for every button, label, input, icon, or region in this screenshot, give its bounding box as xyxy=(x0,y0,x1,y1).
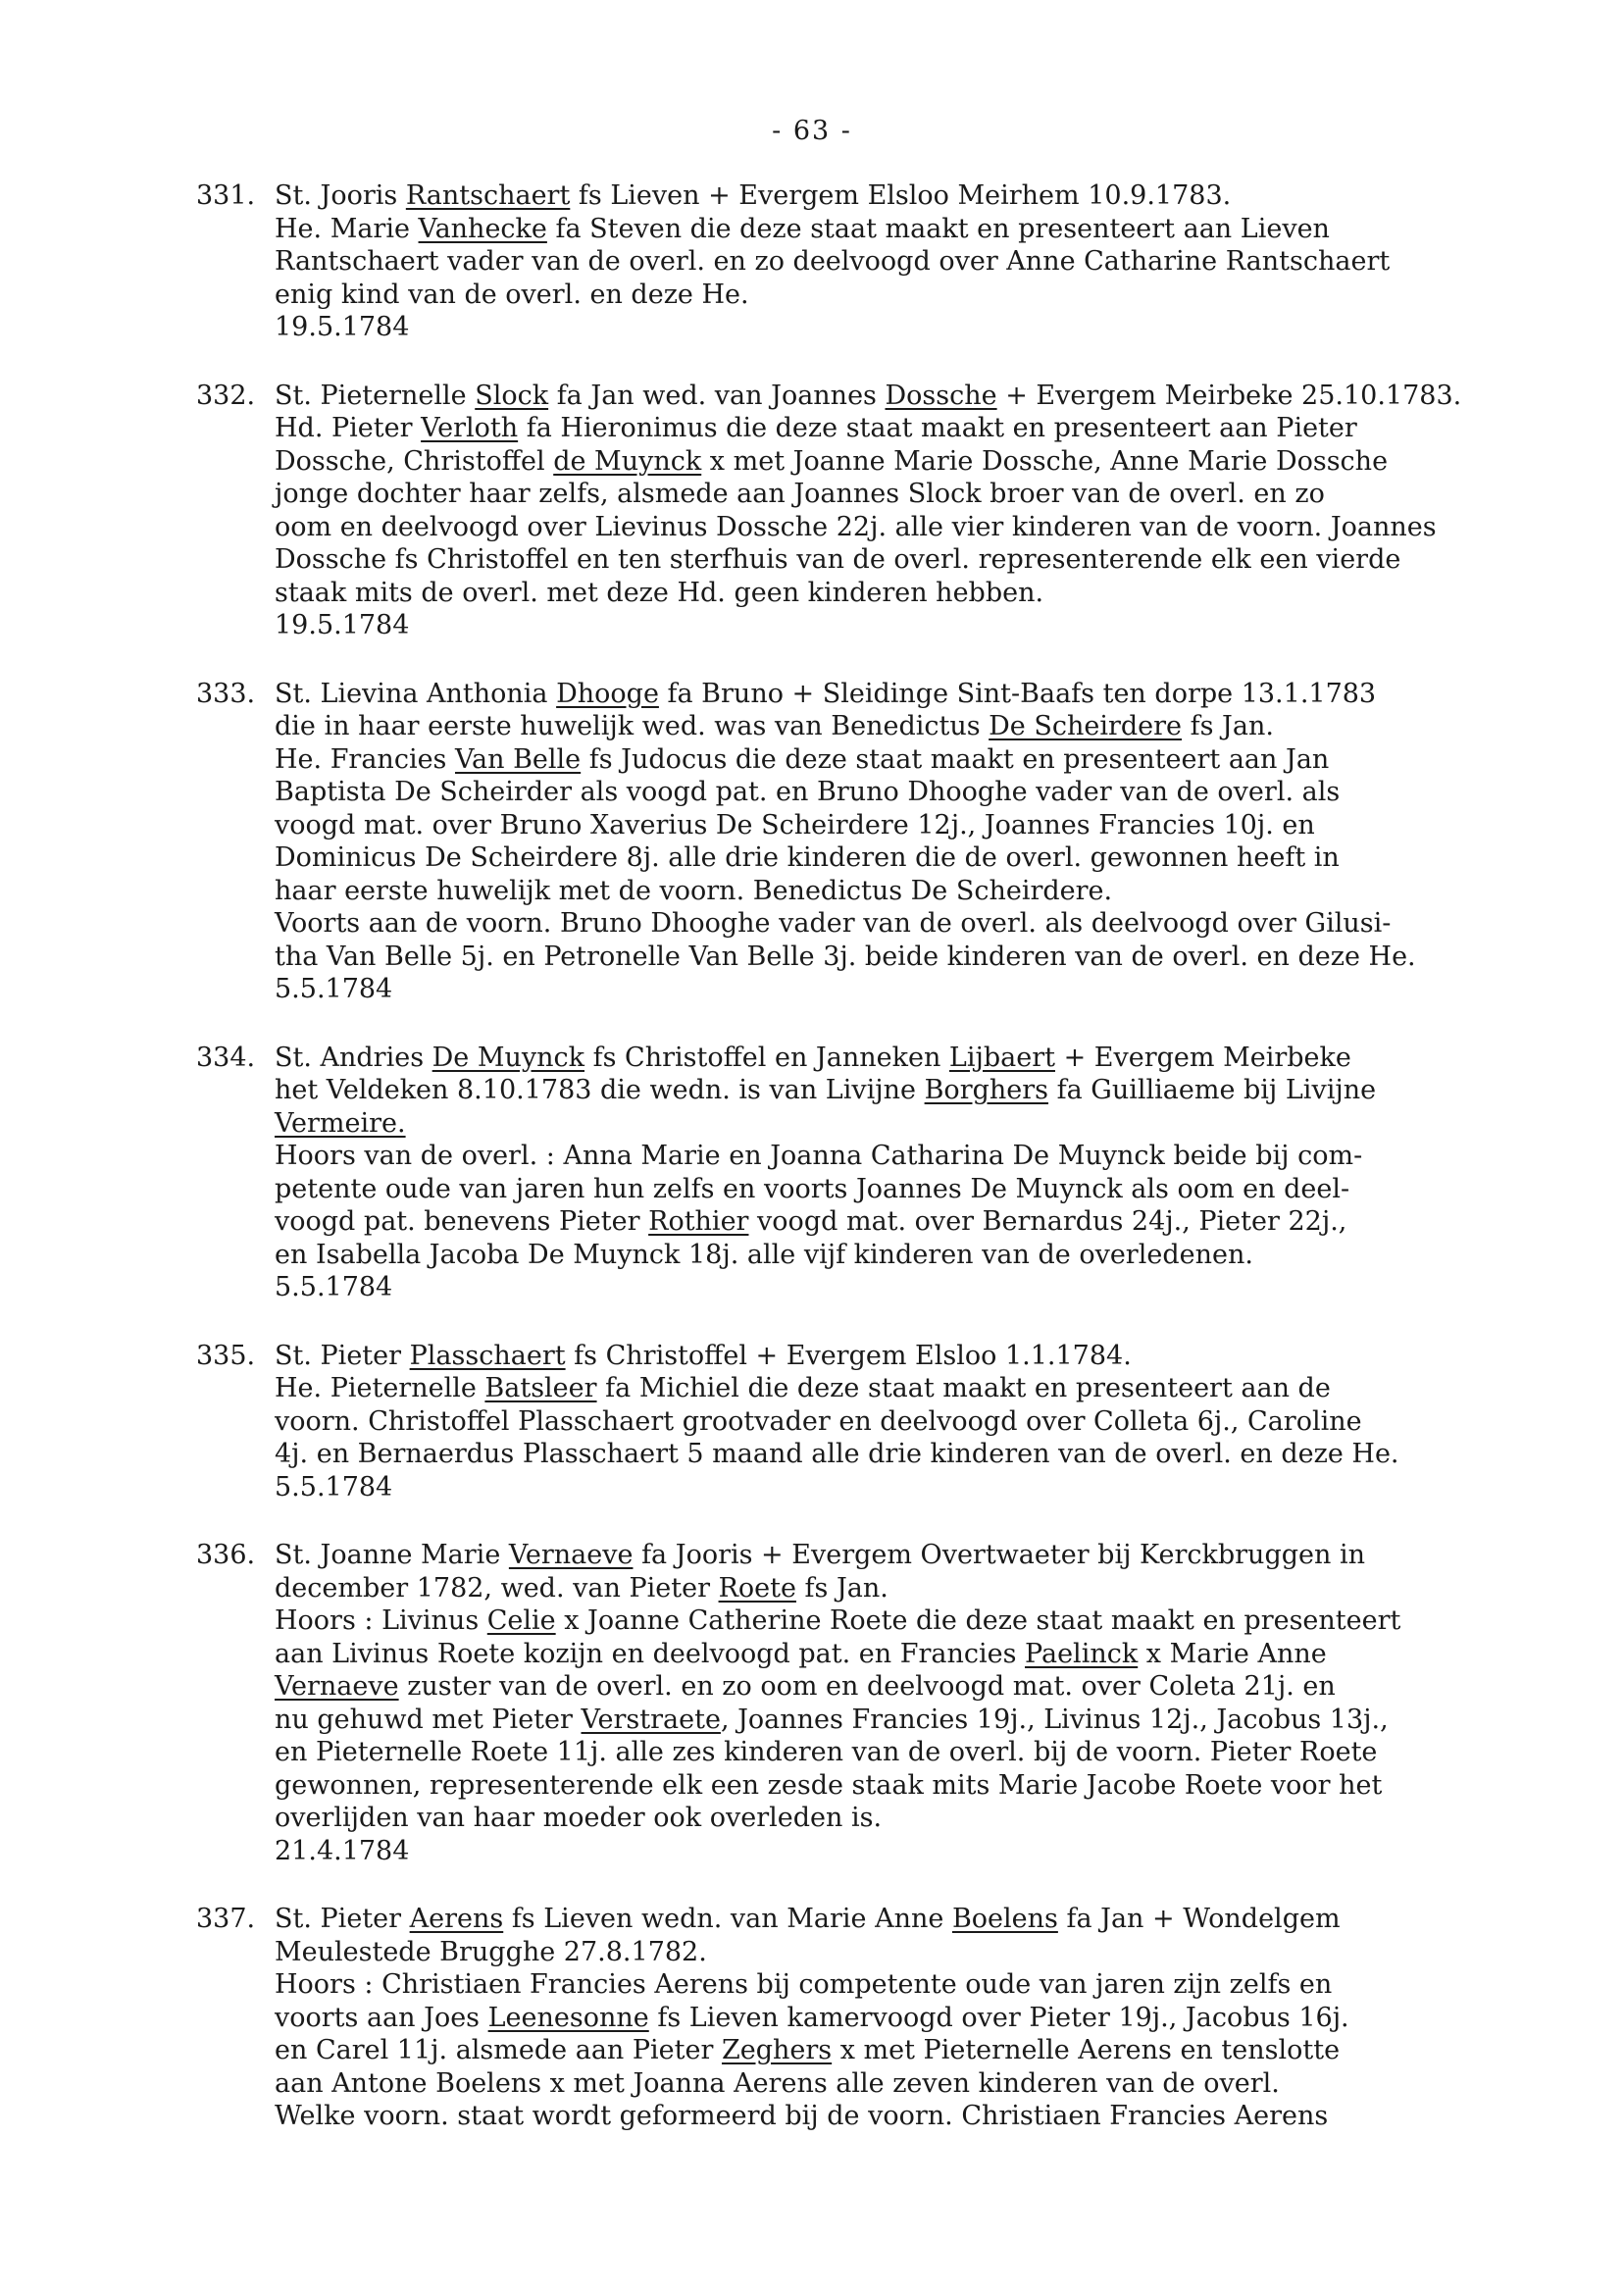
text-segment: december 1782, wed. van Pieter xyxy=(275,1572,719,1604)
entry-number: 335. xyxy=(196,1340,256,1371)
text-line xyxy=(275,511,1599,544)
text-segment: haar eerste huwelijk met de voorn. Benedictus De Scheirdere. xyxy=(275,875,1113,906)
text-segment: x Marie Anne xyxy=(1138,1638,1327,1669)
text-line xyxy=(275,973,1599,1006)
text-segment: Dossche fs Christoffel en ten sterfhuis van de overl. representerende elk een vierde xyxy=(275,544,1401,575)
text-segment: Dominicus De Scheirdere 8j. alle drie kinderen die de overl. gewonnen heeft in xyxy=(275,842,1340,873)
text-segment: staak mits de overl. met deze Hd. geen kinderen hebben. xyxy=(275,577,1044,608)
text-line xyxy=(275,743,1599,777)
underlined-surname: Lijbaert xyxy=(948,1042,1055,1073)
entry xyxy=(196,179,1599,344)
underlined-surname: Zeghers xyxy=(721,2035,833,2065)
entry-text xyxy=(275,1340,1599,1504)
underlined-surname: Dhooge xyxy=(556,678,659,709)
text-line xyxy=(275,311,1599,344)
text-segment: fs Jan. xyxy=(1182,711,1274,741)
text-line xyxy=(275,1372,1599,1405)
text-line xyxy=(275,1968,1599,2002)
text-segment: aan Antone Boelens x met Joanna Aerens alle zeven kinderen van de overl. xyxy=(275,2067,1280,2099)
text-segment: x met Joanne Marie Dossche, Anne Marie Dossche xyxy=(701,445,1389,477)
text-segment: He. Pieternelle xyxy=(275,1373,485,1403)
text-segment: He. Marie xyxy=(275,213,419,244)
text-line xyxy=(275,1736,1599,1769)
document-body xyxy=(196,179,1599,2168)
underlined-surname: Dossche xyxy=(885,380,997,411)
text-segment: 5.5.1784 xyxy=(275,974,393,1004)
entry xyxy=(196,1539,1599,1867)
text-line xyxy=(275,213,1599,246)
text-line xyxy=(275,941,1599,974)
underlined-surname: Vermeire. xyxy=(275,1107,406,1139)
text-line xyxy=(275,710,1599,743)
text-segment: + Evergem Meirbeke xyxy=(1054,1042,1351,1073)
text-segment: gewonnen, representerende elk een zesde staak mits Marie Jacobe Roete voor het xyxy=(275,1769,1383,1801)
text-segment: tha Van Belle 5j. en Petronelle Van Belle 3j. beide kinderen van de overl. en deze He. xyxy=(275,941,1416,972)
text-segment: St. Jooris xyxy=(275,180,406,211)
text-segment: fs Judocus die deze staat maakt en presenteert aan Jan xyxy=(581,743,1330,775)
entry-text xyxy=(275,1042,1599,1304)
text-line xyxy=(275,875,1599,908)
text-line xyxy=(275,809,1599,842)
text-segment: Dossche, Christoffel xyxy=(275,445,554,477)
text-line xyxy=(275,1638,1599,1671)
text-line xyxy=(275,1802,1599,1835)
text-segment: voorn. Christoffel Plasschaert grootvader en deelvoogd over Colleta 6j., Caroline xyxy=(275,1405,1362,1437)
text-line xyxy=(275,179,1599,213)
entry-number: 337. xyxy=(196,1904,256,1934)
entry xyxy=(196,678,1599,1006)
underlined-surname: Slock xyxy=(475,380,549,411)
text-segment: jonge dochter haar zelfs, alsmede aan Joannes Slock broer van de overl. en zo xyxy=(275,479,1325,509)
text-segment: nu gehuwd met Pieter xyxy=(275,1704,582,1735)
text-segment: en Pieternelle Roete 11j. alle zes kinderen van de overl. bij de voorn. Pieter Roete xyxy=(275,1737,1378,1767)
text-line xyxy=(275,245,1599,279)
text-segment: , Joannes Francies 19j., Livinus 12j., Jacobus 13j., xyxy=(720,1704,1389,1735)
text-segment: 5.5.1784 xyxy=(275,1272,393,1302)
text-segment: fs Lieven + Evergem Elsloo Meirhem 10.9.1783. xyxy=(570,180,1232,211)
text-segment: Hoors : Livinus xyxy=(275,1605,487,1636)
underlined-surname: Batsleer xyxy=(484,1373,597,1403)
text-line xyxy=(275,1205,1599,1239)
text-segment: en Carel 11j. alsmede aan Pieter xyxy=(275,2035,722,2065)
text-segment: voogd mat. over Bruno Xaverius De Scheirdere 12j., Joannes Francies 10j. en xyxy=(275,809,1315,840)
text-line xyxy=(275,2100,1599,2133)
text-line xyxy=(275,1340,1599,1373)
entry xyxy=(196,1042,1599,1304)
text-line xyxy=(275,609,1599,642)
underlined-surname: Celie xyxy=(486,1605,556,1636)
text-segment: Meulestede Brugghe 27.8.1782. xyxy=(275,1936,707,1967)
text-segment: het Veldeken 8.10.1783 die wedn. is van Livijne xyxy=(275,1075,925,1105)
text-line xyxy=(275,1438,1599,1471)
text-segment: + Evergem Meirbeke 25.10.1783. xyxy=(996,380,1462,411)
text-segment: Hoors van de overl. : Anna Marie en Joanna Catharina De Muynck beide bij com- xyxy=(275,1141,1363,1171)
text-line xyxy=(275,412,1599,445)
text-segment: St. Joanne Marie xyxy=(275,1540,509,1570)
text-line xyxy=(275,776,1599,809)
text-line xyxy=(275,678,1599,711)
text-segment: St. Pieter xyxy=(275,1340,410,1371)
text-segment: Welke voorn. staat wordt geformeerd bij de voorn. Christiaen Francies Aerens xyxy=(275,2101,1329,2131)
underlined-surname: De Muynck xyxy=(431,1042,585,1073)
text-line xyxy=(275,1107,1599,1141)
text-line xyxy=(275,1936,1599,1969)
underlined-surname: Leenesonne xyxy=(487,2002,649,2033)
underlined-surname: Boelens xyxy=(951,1904,1058,1934)
text-segment: voorts aan Joes xyxy=(275,2002,488,2033)
text-segment: fs Christoffel + Evergem Elsloo 1.1.1784. xyxy=(565,1340,1132,1371)
underlined-surname: Vernaeve xyxy=(275,1671,399,1702)
text-segment: fa Steven die deze staat maakt en presenteert aan Lieven xyxy=(546,213,1330,244)
text-line xyxy=(275,380,1599,413)
text-segment: Hd. Pieter xyxy=(275,413,422,443)
underlined-surname: Van Belle xyxy=(455,743,582,775)
text-segment: enig kind van de overl. en deze He. xyxy=(275,279,749,310)
entry-text xyxy=(275,179,1599,344)
text-segment: 5.5.1784 xyxy=(275,1471,393,1502)
entry-text xyxy=(275,380,1599,642)
entry-number: 331. xyxy=(196,180,256,211)
text-line xyxy=(275,543,1599,577)
text-line xyxy=(275,445,1599,479)
text-line xyxy=(275,1903,1599,1936)
text-segment: 4j. en Bernaerdus Plasschaert 5 maand alle drie kinderen van de overl. en deze He. xyxy=(275,1439,1399,1469)
text-line xyxy=(275,1835,1599,1868)
page-number: - 63 - xyxy=(772,116,852,146)
text-line xyxy=(275,1769,1599,1803)
text-line xyxy=(275,907,1599,941)
text-line xyxy=(275,1405,1599,1439)
text-segment: aan Livinus Roete kozijn en deelvoogd pat. en Francies xyxy=(275,1638,1026,1669)
entry-text xyxy=(275,1539,1599,1867)
underlined-surname: Aerens xyxy=(409,1904,504,1934)
text-segment: voogd pat. benevens Pieter xyxy=(275,1206,649,1237)
entry xyxy=(196,1340,1599,1504)
entry-text xyxy=(275,1903,1599,2133)
text-line xyxy=(275,1572,1599,1605)
underlined-surname: Vernaeve xyxy=(508,1540,634,1570)
text-segment: en Isabella Jacoba De Muynck 18j. alle vijf kinderen van de overledenen. xyxy=(275,1239,1253,1270)
text-segment: St. Pieter xyxy=(275,1904,410,1934)
text-line xyxy=(275,841,1599,875)
text-segment: fs Jan. xyxy=(795,1572,888,1604)
underlined-surname: Rothier xyxy=(648,1206,749,1237)
text-segment: fs Christoffel en Janneken xyxy=(584,1042,949,1073)
underlined-surname: de Muynck xyxy=(553,445,702,477)
entry-number: 336. xyxy=(196,1540,256,1570)
text-segment: 21.4.1784 xyxy=(275,1835,410,1866)
text-line xyxy=(275,1604,1599,1638)
text-line xyxy=(275,1704,1599,1737)
text-segment: zuster van de overl. en zo oom en deelvoogd mat. over Coleta 21j. en xyxy=(398,1671,1336,1702)
underlined-surname: Paelinck xyxy=(1025,1638,1139,1669)
underlined-surname: De Scheirdere xyxy=(989,711,1183,741)
text-line xyxy=(275,478,1599,511)
text-segment: voogd mat. over Bernardus 24j., Pieter 22j., xyxy=(748,1206,1347,1237)
text-segment: He. Francies xyxy=(275,743,455,775)
text-segment: fa Jan + Wondelgem xyxy=(1057,1904,1341,1934)
underlined-surname: Verstraete xyxy=(581,1704,721,1735)
text-line xyxy=(275,1239,1599,1272)
text-segment: St. Pieternelle xyxy=(275,380,476,411)
text-line xyxy=(275,1471,1599,1504)
text-segment: fs Lieven wedn. van Marie Anne xyxy=(503,1904,952,1934)
text-segment: oom en deelvoogd over Lievinus Dossche 22j. alle vier kinderen van de voorn. Joannes xyxy=(275,511,1437,542)
text-line xyxy=(275,1140,1599,1173)
text-segment: x met Pieternelle Aerens en tenslotte xyxy=(832,2035,1341,2065)
text-segment: Rantschaert vader van de overl. en zo deelvoogd over Anne Catharine Rantschaert xyxy=(275,246,1391,277)
text-segment: fa Hieronimus die deze staat maakt en presenteert aan Pieter xyxy=(518,413,1357,443)
entry-number: 333. xyxy=(196,678,256,709)
underlined-surname: Rantschaert xyxy=(405,180,571,211)
underlined-surname: Roete xyxy=(718,1572,796,1604)
text-segment: 19.5.1784 xyxy=(275,312,410,342)
text-segment: 19.5.1784 xyxy=(275,610,410,640)
text-segment: Voorts aan de voorn. Bruno Dhooghe vader van de overl. als deelvoogd over Gilusi- xyxy=(275,908,1392,939)
text-segment: fs Lieven kamervoogd over Pieter 19j., Jacobus 16j. xyxy=(648,2002,1349,2033)
underlined-surname: Verloth xyxy=(421,413,519,443)
text-line xyxy=(275,279,1599,312)
underlined-surname: Borghers xyxy=(924,1075,1049,1105)
text-segment: St. Lievina Anthonia xyxy=(275,678,557,709)
text-segment: overlijden van haar moeder ook overleden is. xyxy=(275,1803,883,1833)
text-line xyxy=(275,1271,1599,1304)
entry-number: 334. xyxy=(196,1042,256,1073)
text-line xyxy=(275,1539,1599,1572)
entry xyxy=(196,380,1599,642)
text-segment: Hoors : Christiaen Francies Aerens bij competente oude van jaren zijn zelfs en xyxy=(275,1969,1333,2000)
text-line xyxy=(275,2002,1599,2035)
text-segment: petente oude van jaren hun zelfs en voorts Joannes De Muynck als oom en deel- xyxy=(275,1173,1350,1204)
text-segment: x Joanne Catherine Roete die deze staat maakt en presenteert xyxy=(555,1605,1401,1636)
text-line xyxy=(275,1042,1599,1075)
entry-text xyxy=(275,678,1599,1006)
text-segment: fa Jan wed. van Joannes xyxy=(548,380,886,411)
text-segment: fa Bruno + Sleidinge Sint-Baafs ten dorpe 13.1.1783 xyxy=(658,678,1377,709)
text-line xyxy=(275,577,1599,610)
text-segment: St. Andries xyxy=(275,1042,432,1073)
text-line xyxy=(275,2067,1599,2101)
text-segment: fa Jooris + Evergem Overtwaeter bij Kerckbruggen in xyxy=(633,1540,1365,1570)
underlined-surname: Vanhecke xyxy=(418,213,547,244)
entry xyxy=(196,1903,1599,2133)
text-line xyxy=(275,2034,1599,2067)
entry-number: 332. xyxy=(196,380,256,411)
text-line xyxy=(275,1670,1599,1704)
text-segment: fa Guilliaeme bij Livijne xyxy=(1048,1075,1377,1105)
text-line xyxy=(275,1074,1599,1107)
text-segment: die in haar eerste huwelijk wed. was van Benedictus xyxy=(275,711,990,741)
text-segment: Baptista De Scheirder als voogd pat. en Bruno Dhooghe vader van de overl. als xyxy=(275,777,1341,807)
text-segment: fa Michiel die deze staat maakt en presenteert aan de xyxy=(596,1373,1331,1403)
text-line xyxy=(275,1173,1599,1206)
underlined-surname: Plasschaert xyxy=(409,1340,566,1371)
